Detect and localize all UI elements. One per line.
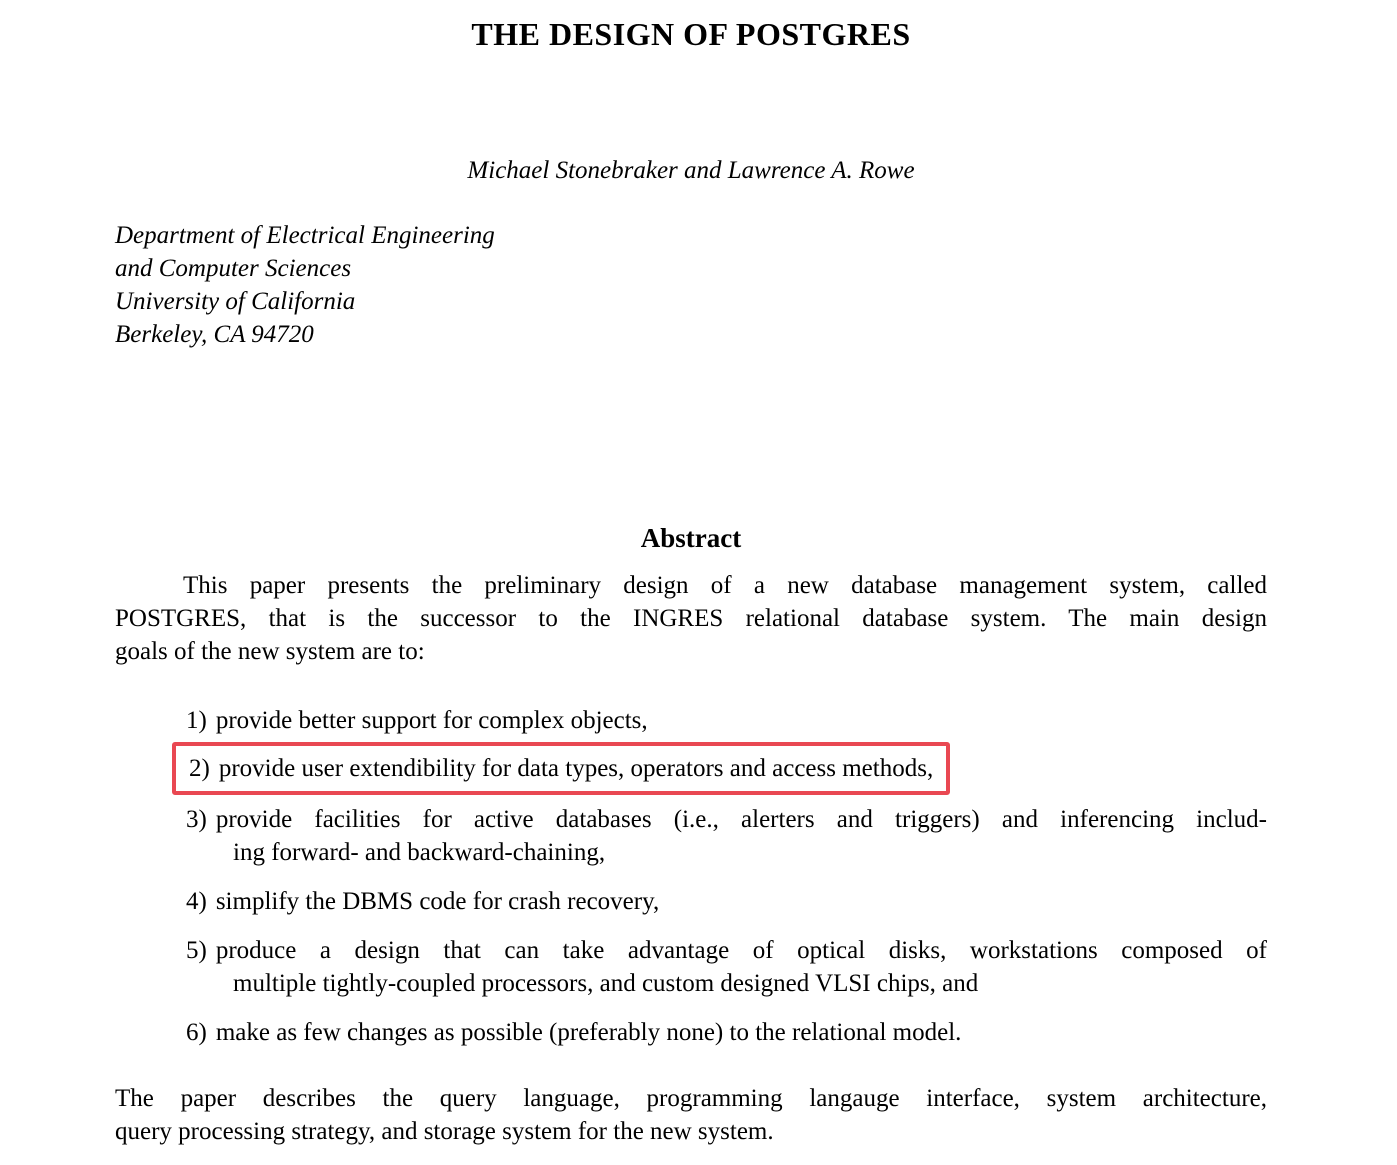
goal-item-4 xyxy=(186,885,1267,918)
goal-text: provide better support for complex objects, xyxy=(215,707,648,734)
goal-item-3-line-1 xyxy=(186,803,1267,836)
goal-item-6-line-1 xyxy=(186,1016,1267,1049)
design-goals-list xyxy=(186,704,1267,1049)
goal-number: 2) xyxy=(189,755,210,782)
highlight-box xyxy=(172,742,950,795)
goal-item-5 xyxy=(186,934,1267,1000)
goal-item-1-line-1 xyxy=(186,704,1267,737)
affiliation-line-3: University of California xyxy=(115,288,356,315)
goal-number: 4) xyxy=(186,888,207,915)
abstract-paragraph xyxy=(115,569,1267,668)
goal-number: 6) xyxy=(186,1019,207,1046)
goal-item-2 xyxy=(189,742,1267,795)
goal-text: produce a design that can take advantage of optical disks, workstations composed of xyxy=(215,937,1267,964)
affiliation-block xyxy=(115,219,1267,351)
authors-line: Michael Stonebraker and Lawrence A. Rowe xyxy=(467,157,915,184)
goal-item-1 xyxy=(186,704,1267,737)
goal-text: provide facilities for active databases (i.e., alerters and triggers) and inferencing includ- xyxy=(215,806,1267,833)
goal-item-3-line-2: ing forward- and backward-chaining, xyxy=(233,839,606,866)
abstract-paragraph-line-2: POSTGRES, that is the successor to the INGRES relational database system. The main design xyxy=(115,605,1267,632)
goal-number: 3) xyxy=(186,806,207,833)
goal-item-3 xyxy=(186,803,1267,869)
affiliation-line-1: Department of Electrical Engineering xyxy=(115,222,495,249)
goal-text: simplify the DBMS code for crash recovery, xyxy=(215,888,660,915)
goal-item-6 xyxy=(186,1016,1267,1049)
goal-item-4-line-1 xyxy=(186,885,1267,918)
goal-item-5-line-1 xyxy=(186,934,1267,967)
affiliation-line-4: Berkeley, CA 94720 xyxy=(115,321,314,348)
goal-number: 1) xyxy=(186,707,207,734)
page-title: THE DESIGN OF POSTGRES xyxy=(471,16,911,52)
affiliation-line-2: and Computer Sciences xyxy=(115,255,352,282)
closing-paragraph-line-1: The paper describes the query language, programming langauge interface, system architecture, xyxy=(115,1085,1267,1112)
goal-text: make as few changes as possible (preferably none) to the relational model. xyxy=(215,1019,962,1046)
goal-text: provide user extendibility for data types, operators and access methods, xyxy=(218,755,934,782)
abstract-heading: Abstract xyxy=(640,523,742,553)
abstract-paragraph-line-3: goals of the new system are to: xyxy=(115,638,425,665)
abstract-paragraph-line-1: This paper presents the preliminary design of a new database management system, called xyxy=(183,572,1267,599)
closing-paragraph xyxy=(115,1082,1267,1148)
goal-number: 5) xyxy=(186,937,207,964)
goal-item-5-line-2: multiple tightly-coupled processors, and custom designed VLSI chips, and xyxy=(233,970,979,997)
closing-paragraph-line-2: query processing strategy, and storage system for the new system. xyxy=(115,1118,774,1145)
